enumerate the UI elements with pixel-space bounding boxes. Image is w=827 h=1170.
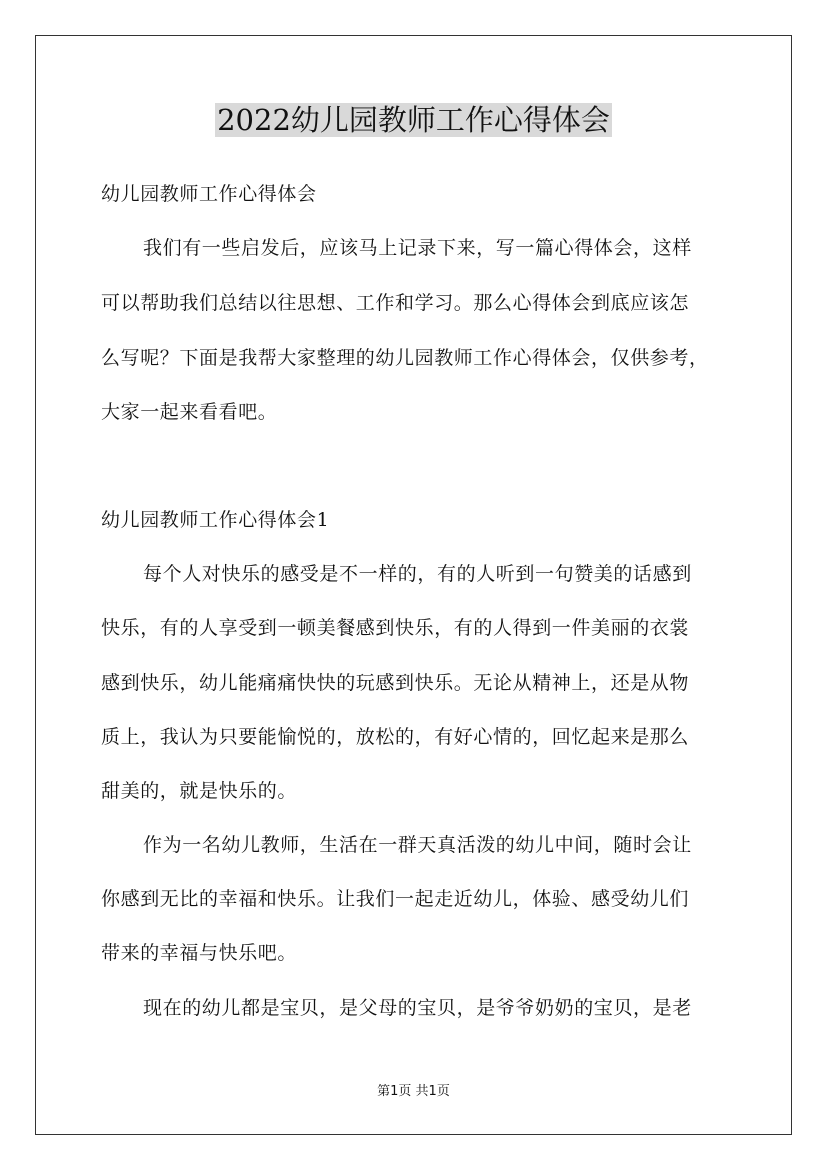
paragraph-line: 作为一名幼儿教师，生活在一群天真活泼的幼儿中间，随时会让 [143,834,692,856]
document-title-text: 2022幼儿园教师工作心得体会 [217,103,610,137]
subtitle-line: 幼儿园教师工作心得体会 [101,183,317,205]
document-title [0,100,827,140]
section-heading: 幼儿园教师工作心得体会1 [101,509,330,531]
paragraph-line: 每个人对快乐的感受是不一样的，有的人听到一句赞美的话感到 [143,563,692,585]
paragraph-line: 我们有一些启发后，应该马上记录下来，写一篇心得体会，这样 [143,237,692,259]
page-footer: 第1页 共1页 [377,1084,450,1099]
paragraph-line: 可以帮助我们总结以往思想、工作和学习。那么心得体会到底应该怎 [101,292,690,314]
paragraph-line: 快乐，有的人享受到一顿美餐感到快乐，有的人得到一件美丽的衣裳 [101,617,690,639]
paragraph-line: 大家一起来看看吧。 [101,401,278,423]
paragraph-line: 现在的幼儿都是宝贝，是父母的宝贝，是爷爷奶奶的宝贝，是老 [143,997,692,1019]
paragraph-line: 你感到无比的幸福和快乐。让我们一起走近幼儿，体验、感受幼儿们 [101,888,690,910]
paragraph-line: 么写呢？下面是我帮大家整理的幼儿园教师工作心得体会，仅供参考， [101,347,709,369]
paragraph-line: 甜美的，就是快乐的。 [101,780,298,802]
paragraph-line: 带来的幸福与快乐吧。 [101,942,298,964]
paragraph-line: 感到快乐，幼儿能痛痛快快的玩感到快乐。无论从精神上，还是从物 [101,672,690,694]
paragraph-line: 质上，我认为只要能愉悦的，放松的，有好心情的，回忆起来是那么 [101,726,690,748]
